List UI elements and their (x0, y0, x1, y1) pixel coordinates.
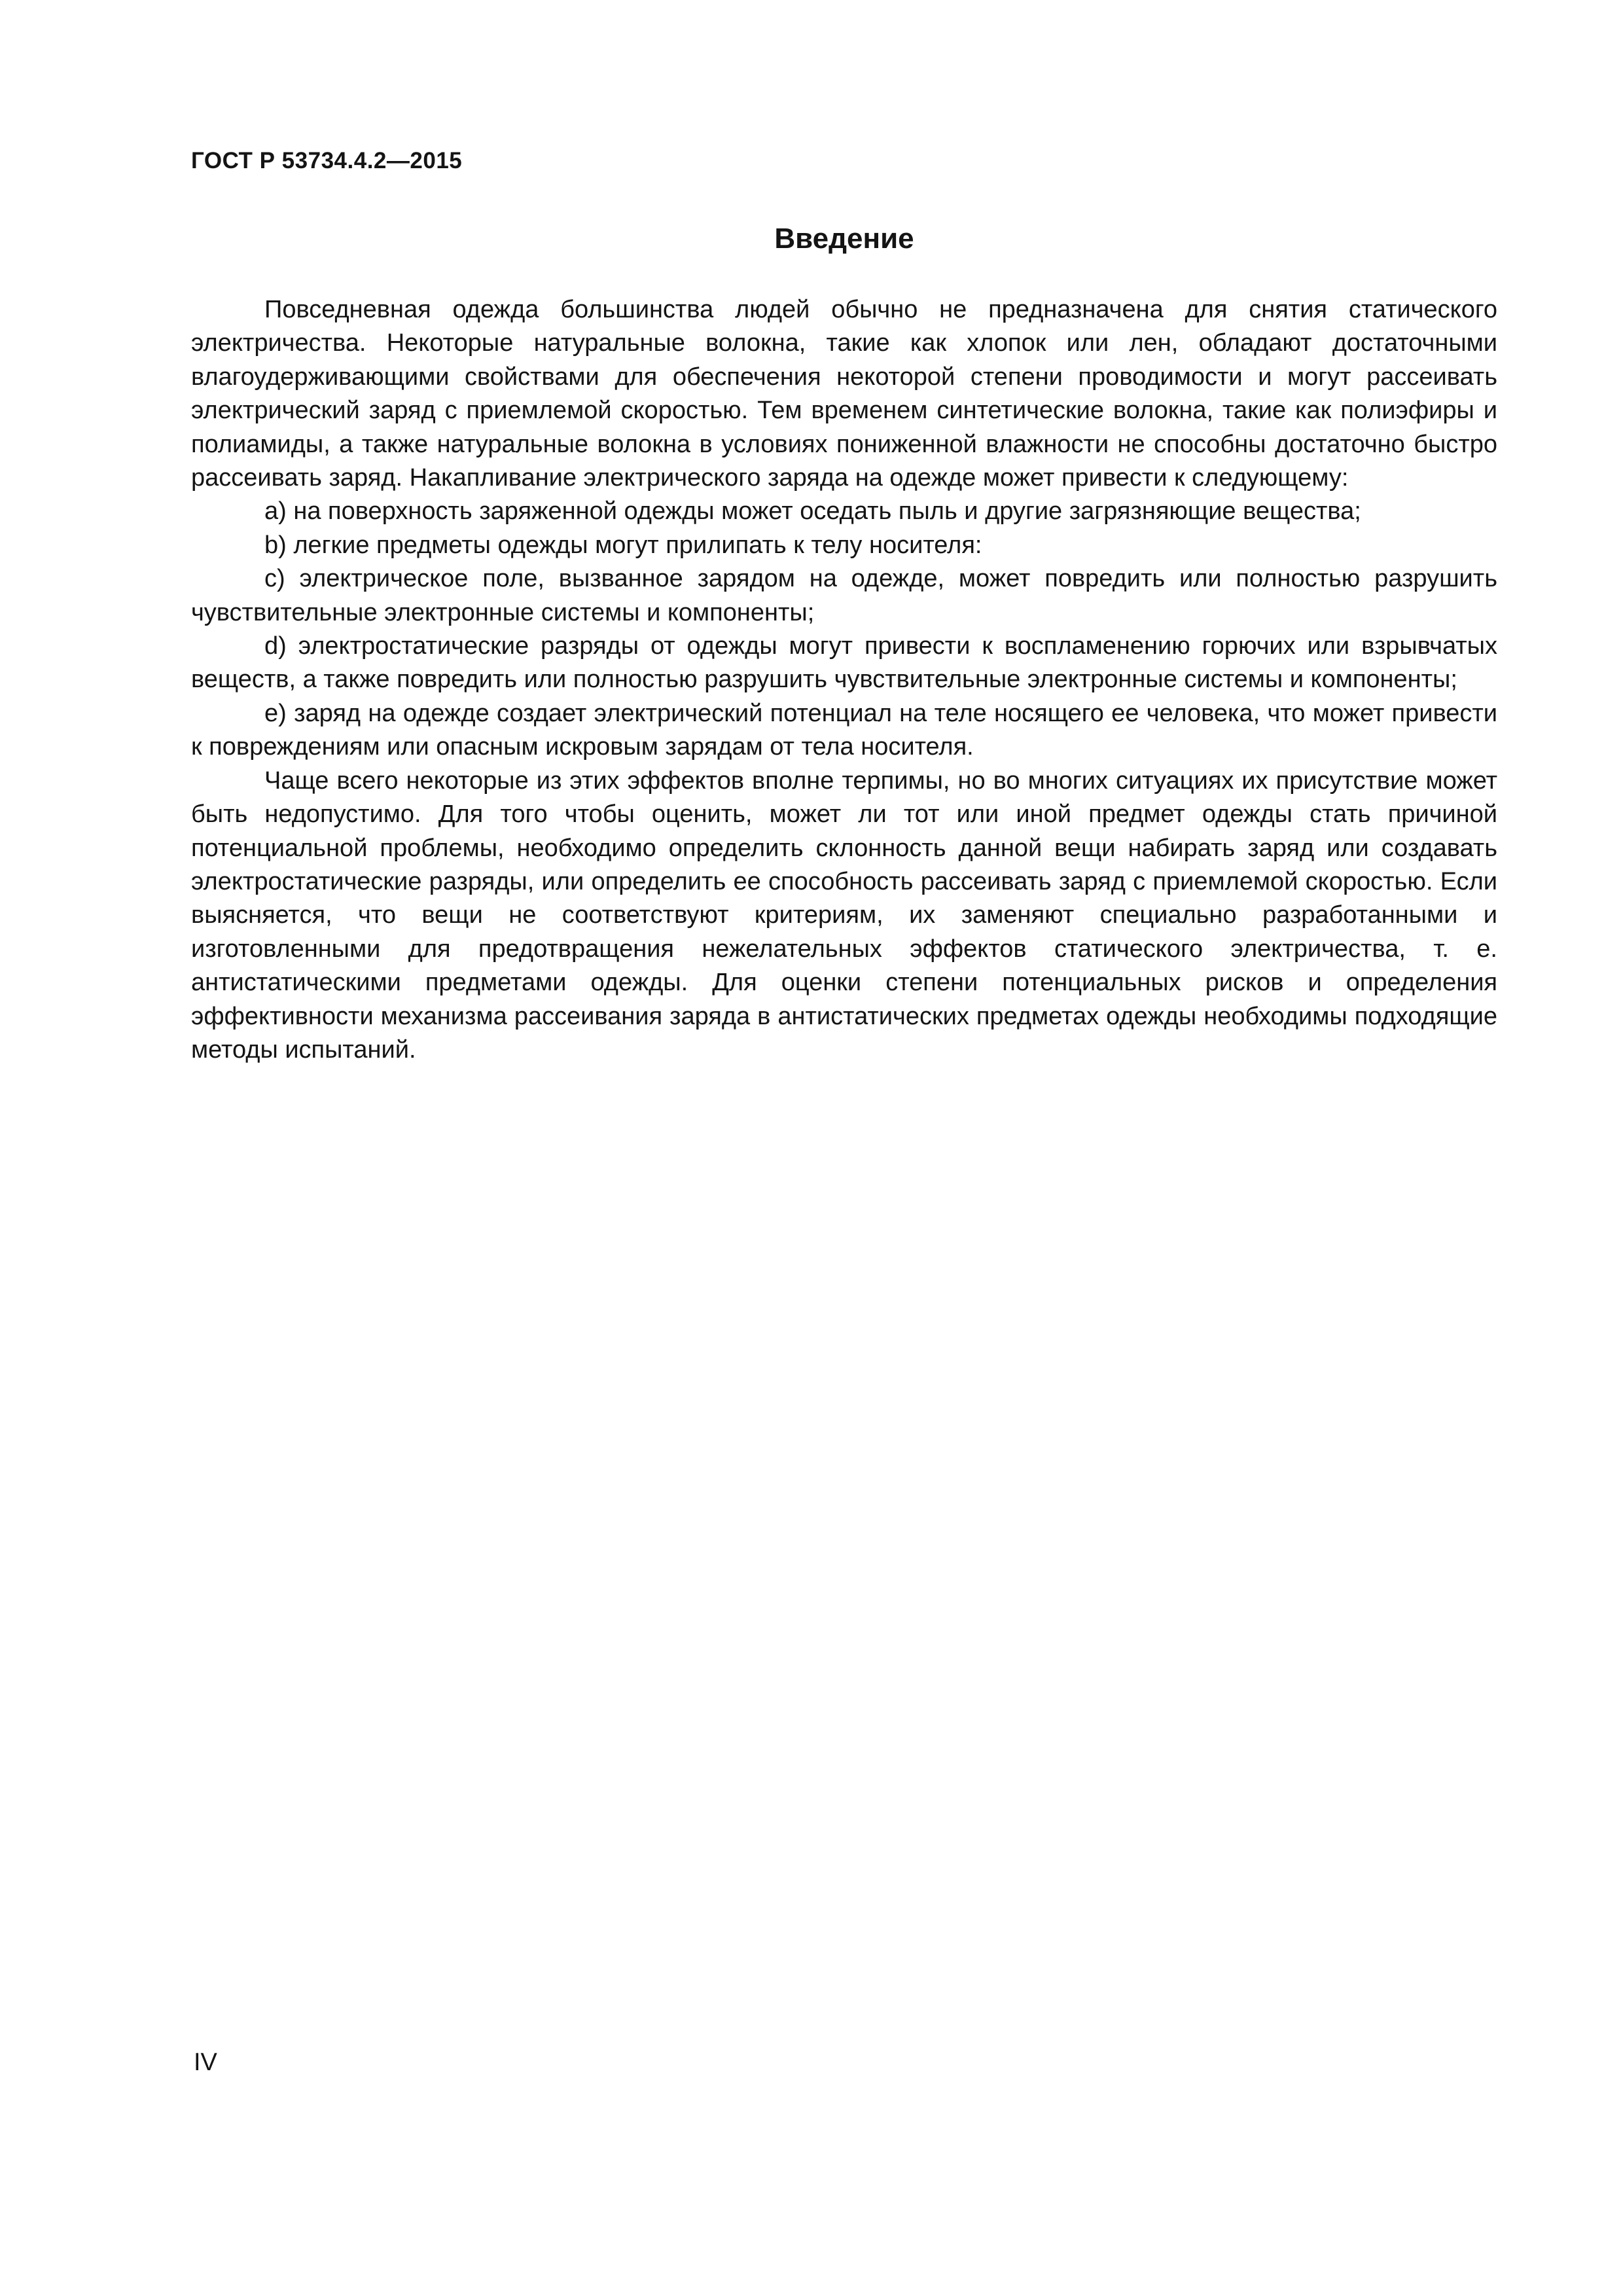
list-item-e: e) заряд на одежде создает электрический потенциал на теле носящего ее человека, что может привести к повреждениям или опасным искровым зарядам от тела носителя. (191, 699, 1497, 761)
section-title: Введение (774, 223, 914, 255)
list-item-c: c) электрическое поле, вызванное зарядом на одежде, может повредить или полностью разрушить чувствительные электронные системы и компоненты; (191, 565, 1497, 626)
intro-paragraph: Повседневная одежда большинства людей обычно не предназначена для снятия статического электричества. Некоторые натуральные волокна, такие как хлопок или лен, обладают достаточными влагоудерживающими свойствами для обеспечения некоторой степени проводимости и могут рассеивать электрический заряд с приемлемой скоростью. Тем временем синтетические волокна, такие как полиэфиры и полиамиды, а также натуральные волокна в условиях пониженной влажности не способны достаточно быстро рассеивать заряд. Накапливание электрического заряда на одежде может привести к следующему: (191, 296, 1497, 492)
conclusion-paragraph: Чаще всего некоторые из этих эффектов вполне терпимы, но во многих ситуациях их присутствие может быть недопустимо. Для того чтобы оценить, может ли тот или иной предмет одежды стать причиной потенциальной проблемы, необходимо определить склонность данной вещи набирать заряд или создавать электростатические разряды, или определить ее способность рассеивать заряд с приемлемой скоростью. Если выясняется, что вещи не соответствуют критериям, их заменяют специально разработанными и изготовленными для предотвращения нежелательных эффектов статического электричества, т. е. антистатическими предметами одежды. Для оценки степени потенциальных рисков и определения эффективности механизма рассеивания заряда в антистатических предметах одежды необходимы подходящие методы испытаний. (191, 766, 1497, 1064)
page-number: IV (194, 2049, 217, 2076)
list-item-d: d) электростатические разряды от одежды могут привести к воспламенению горючих или взрывчатых веществ, а также повредить или полностью разрушить чувствительные электронные системы и компоненты; (191, 632, 1497, 694)
document-header: ГОСТ Р 53734.4.2—2015 (191, 148, 463, 173)
body-text (191, 293, 1497, 1067)
list-item-a: a) на поверхность заряженной одежды может оседать пыль и другие загрязняющие вещества; (264, 497, 1361, 526)
list-item-b: b) легкие предметы одежды могут прилипать к телу носителя: (264, 531, 982, 559)
